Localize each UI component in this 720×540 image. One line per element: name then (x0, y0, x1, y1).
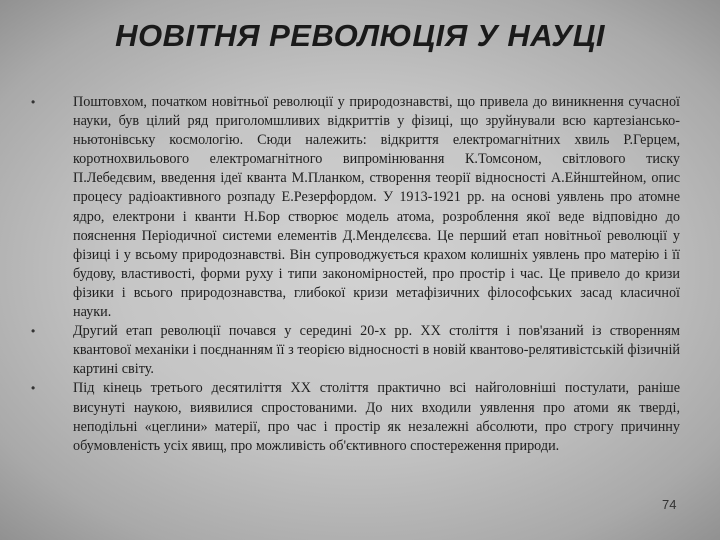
bullet-text: Під кінець третього десятиліття XX століття практично всі найголовніші постулати, раніше висунуті наукою, виявилися спростованими. До них входили уявлення про атоми як тверді, неподільні «цеглини» матерії, про час і простір як незалежні абсолюти, про строгу причинну обумовленість усіх явищ, про можливість об'єктивного спостереження природи. (73, 380, 680, 454)
bullet-text: Другий етап революції почався у середині 20-х рр. XX століття і пов'язаний із створенням квантової механіки і поєднанням її з теорією відносності в новій квантово-релятивістській фізичній картині світу. (73, 323, 680, 378)
bullet-dot-icon: • (31, 324, 36, 339)
bullet-item (30, 379, 680, 455)
bullet-dot-icon: • (31, 95, 36, 109)
bullet-item (30, 93, 680, 322)
bullet-item (30, 322, 680, 379)
bullet-list (30, 93, 680, 456)
bullet-dot-icon: • (31, 381, 36, 396)
slide-title: НОВІТНЯ РЕВОЛЮЦІЯ У НАУЦІ (115, 18, 605, 53)
bullet-text: Поштовхом, початком новітньої революції у природознавстві, що привела до виникнення сучасної науки, був цілий ряд приголомшливих відкриттів у фізиці, що зруйнували всю картезіансько-ньютонівську космологію. Сюди належить: відкриття електромагнітних хвиль Р.Герцем, коротнохвильового електромагнітного випромінювання К.Томсоном, світлового тиску П.Лебедєвим, введення ідеї кванта М.Планком, створення теорії відносності А.Ейнштейном, опис процесу радіоактивного розпаду Е.Резерфордом. У 1913-1921 рр. на основі уявлень про атомне ядро, електрони і кванти Н.Бор створює модель атома, розроблення якої веде відповідно до пояснення Періодичної системи елементів Д.Менделєєва. Це перший етап новітньої революції у фізиці і у всьому природознавстві. Він супроводжується крахом колишніх уявлень про матерію і її будову, властивості, форми руху і типи закономірностей, про простір і час. Це привело до кризи фізики і всього природознавства, глибокої кризи метафізичних філософських засад класичної науки. (73, 94, 680, 321)
page-number: 74 (662, 497, 677, 512)
